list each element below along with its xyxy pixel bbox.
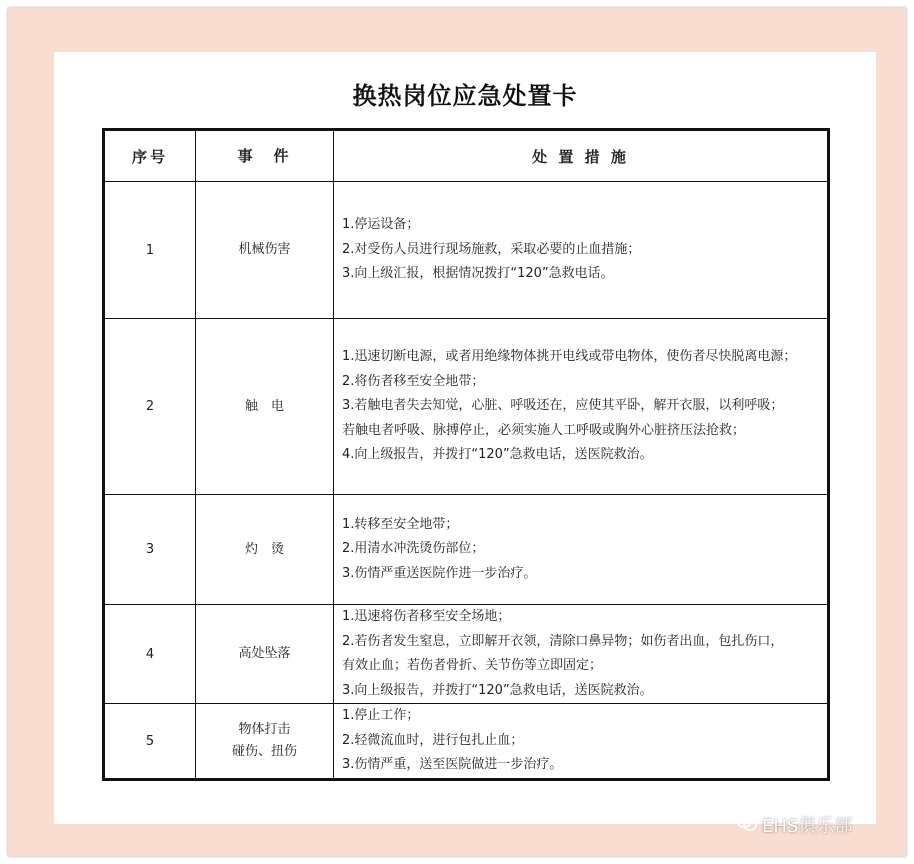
event-line: 机械伤害: [238, 242, 291, 257]
measure-line: 1.迅速切断电源，或者用绝缘物体挑开电线或带电物体，使伤者尽快脱离电源；: [342, 349, 797, 365]
cell-measures: [334, 495, 829, 605]
table-row: [104, 704, 829, 780]
measure-line: 1.转移至安全地带；: [342, 516, 459, 532]
cell-seq: 4: [104, 605, 196, 704]
wechat-icon: [736, 814, 758, 837]
event-line: 触 电: [244, 398, 284, 414]
measure-line: 3.若触电者失去知觉，心脏、呼吸还在，应使其平卧，解开衣服，以利呼吸；: [342, 398, 784, 414]
measure-line: 2.对受伤人员进行现场施救，采取必要的止血措施；: [342, 241, 641, 257]
table-header-row: [104, 130, 829, 182]
measure-line: 2.用清水冲洗烫伤部位；: [342, 541, 485, 557]
page-frame: [8, 8, 906, 856]
measure-line: 2.将伤者移至安全地带；: [342, 373, 485, 389]
measure-line: 1.停止工作；: [342, 708, 420, 724]
cell-seq: 1: [104, 182, 196, 319]
measure-line: 有效止血；若伤者骨折、关节伤等立即固定；: [342, 658, 603, 673]
table-row: [104, 319, 829, 495]
table-row: [104, 605, 829, 704]
watermark-text: EHS俱乐部: [762, 816, 853, 837]
header-measures: 处 置 措 施: [334, 130, 829, 182]
cell-event: [196, 182, 334, 319]
measure-line: 1.迅速将伤者移至安全场地；: [342, 609, 511, 624]
card-title: 换热岗位应急处置卡: [352, 82, 578, 110]
event-line: 高处坠落: [238, 646, 291, 661]
cell-seq: 2: [104, 319, 196, 495]
event-line: 碰伤、扭伤: [231, 744, 297, 759]
cell-event: [196, 495, 334, 605]
table-row: [104, 495, 829, 605]
cell-measures: [334, 704, 829, 780]
emergency-table: [102, 128, 830, 781]
measure-line: 若触电者呼吸、脉搏停止，必须实施人工呼吸或胸外心脏挤压法抢救；: [342, 422, 746, 438]
cell-seq: 3: [104, 495, 196, 605]
measure-line: 4.向上级报告，并拨打“120”急救电话，送医院救治。: [342, 447, 653, 463]
cell-event: [196, 319, 334, 495]
cell-seq: 5: [104, 704, 196, 780]
measure-line: 1.停运设备；: [342, 217, 420, 233]
event-line: 灼 烫: [244, 541, 284, 557]
cell-event: [196, 704, 334, 780]
header-event: 事 件: [196, 130, 334, 182]
measure-line: 3.伤情严重送医院作进一步治疗。: [342, 565, 537, 581]
measure-line: 2.若伤者发生窒息，立即解开衣领，清除口鼻异物；如伤者出血，包扎伤口，: [342, 633, 784, 649]
emergency-card: [54, 52, 876, 824]
table-body: [104, 182, 829, 780]
cell-measures: [334, 182, 829, 319]
cell-measures: [334, 605, 829, 704]
measure-line: 2.轻微流血时，进行包扎止血；: [342, 732, 524, 748]
cell-measures: [334, 319, 829, 495]
event-line: 物体打击: [238, 722, 291, 737]
watermark: [736, 812, 852, 838]
measure-line: 3.伤情严重，送至医院做进一步治疗。: [342, 757, 563, 773]
measure-line: 3.向上级报告，并拨打“120”急救电话，送医院救治。: [342, 682, 653, 698]
table-row: [104, 182, 829, 319]
measure-line: 3.向上级汇报，根据情况拨打“120”急救电话。: [342, 266, 614, 282]
header-seq: 序号: [104, 130, 196, 182]
cell-event: [196, 605, 334, 704]
